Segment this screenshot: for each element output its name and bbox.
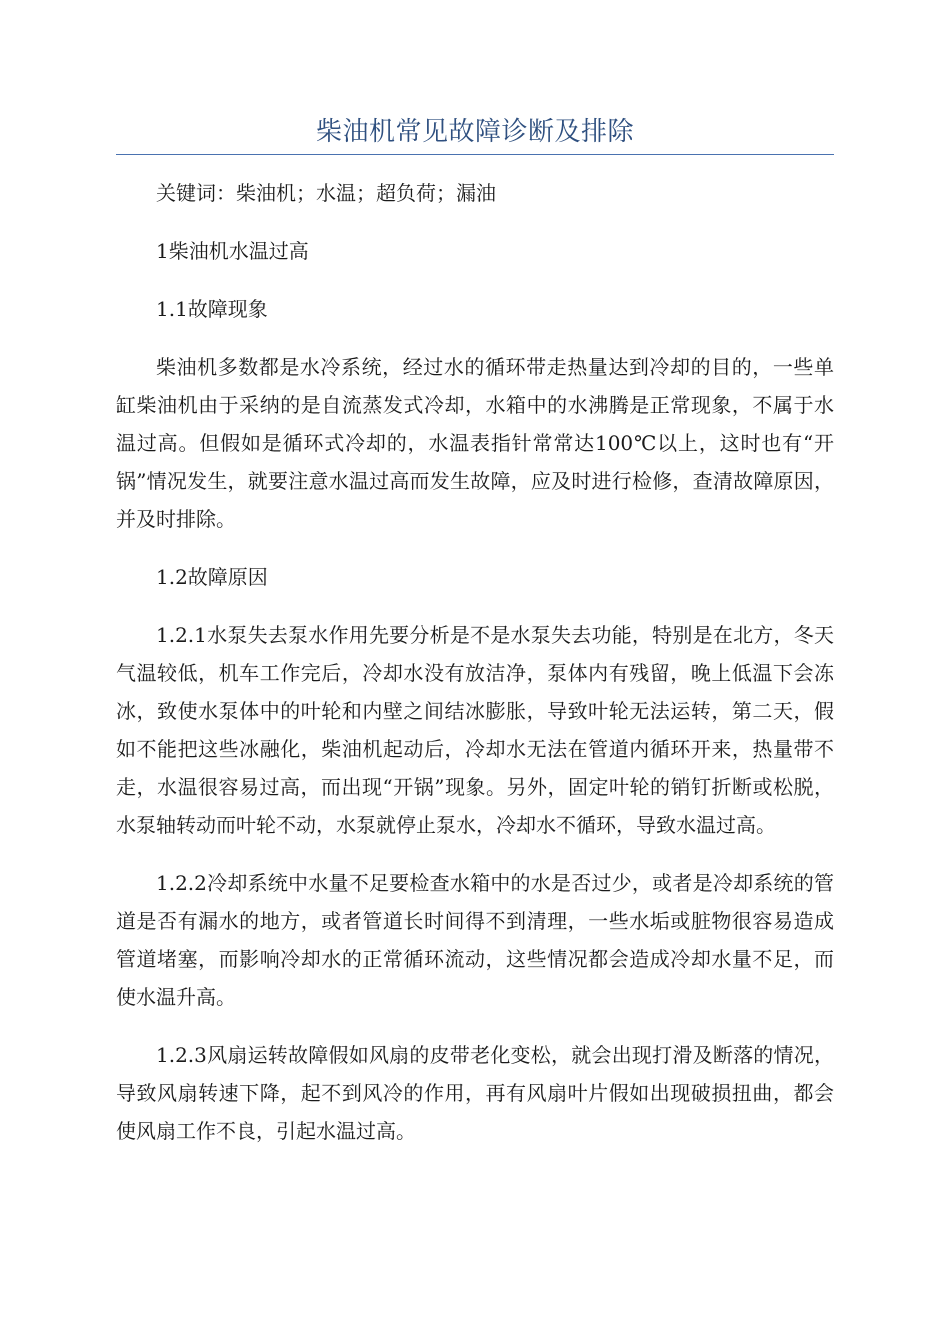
document-body xyxy=(116,174,834,1170)
paragraph-1-2-3: 1.2.3风扇运转故障假如风扇的皮带老化变松，就会出现打滑及断落的情况，导致风扇转速下降，起不到风冷的作用，再有风扇叶片假如出现破损扭曲，都会使风扇工作不良，引起水温过高。 xyxy=(116,1043,834,1143)
section-heading-1-1: 1.1故障现象 xyxy=(156,297,268,321)
paragraph-1-1: 柴油机多数都是水冷系统，经过水的循环带走热量达到冷却的目的，一些单缸柴油机由于采纳的是自流蒸发式冷却，水箱中的水沸腾是正常现象，不属于水温过高。但假如是循环式冷却的，水温表指针常常达100℃以上，这时也有“开锅”情况发生，就要注意水温过高而发生故障，应及时进行检修，查清故障原因，并及时排除。 xyxy=(116,355,834,531)
title-underline xyxy=(116,154,834,155)
paragraph-1-2-2: 1.2.2冷却系统中水量不足要检查水箱中的水是否过少，或者是冷却系统的管道是否有漏水的地方，或者管道长时间得不到清理，一些水垢或脏物很容易造成管道堵塞，而影响冷却水的正常循环流动，这些情况都会造成冷却水量不足，而使水温升高。 xyxy=(116,871,834,1009)
paragraph-1-2-1: 1.2.1水泵失去泵水作用先要分析是不是水泵失去功能，特别是在北方，冬天气温较低，机车工作完后，冷却水没有放洁净，泵体内有残留，晚上低温下会冻冰，致使水泵体中的叶轮和内壁之间结冰膨胀，导致叶轮无法运转，第二天，假如不能把这些冰融化，柴油机起动后，冷却水无法在管道内循环开来，热量带不走，水温很容易过高，而出现“开锅”现象。另外，固定叶轮的销钉折断或松脱，水泵轴转动而叶轮不动，水泵就停止泵水，冷却水不循环，导致水温过高。 xyxy=(116,623,834,837)
section-heading-1: 1柴油机水温过高 xyxy=(156,239,309,263)
keywords-line: 关键词：柴油机；水温；超负荷；漏油 xyxy=(156,181,496,205)
document-title: 柴油机常见故障诊断及排除 xyxy=(315,117,634,147)
section-heading-1-2: 1.2故障原因 xyxy=(156,565,268,589)
